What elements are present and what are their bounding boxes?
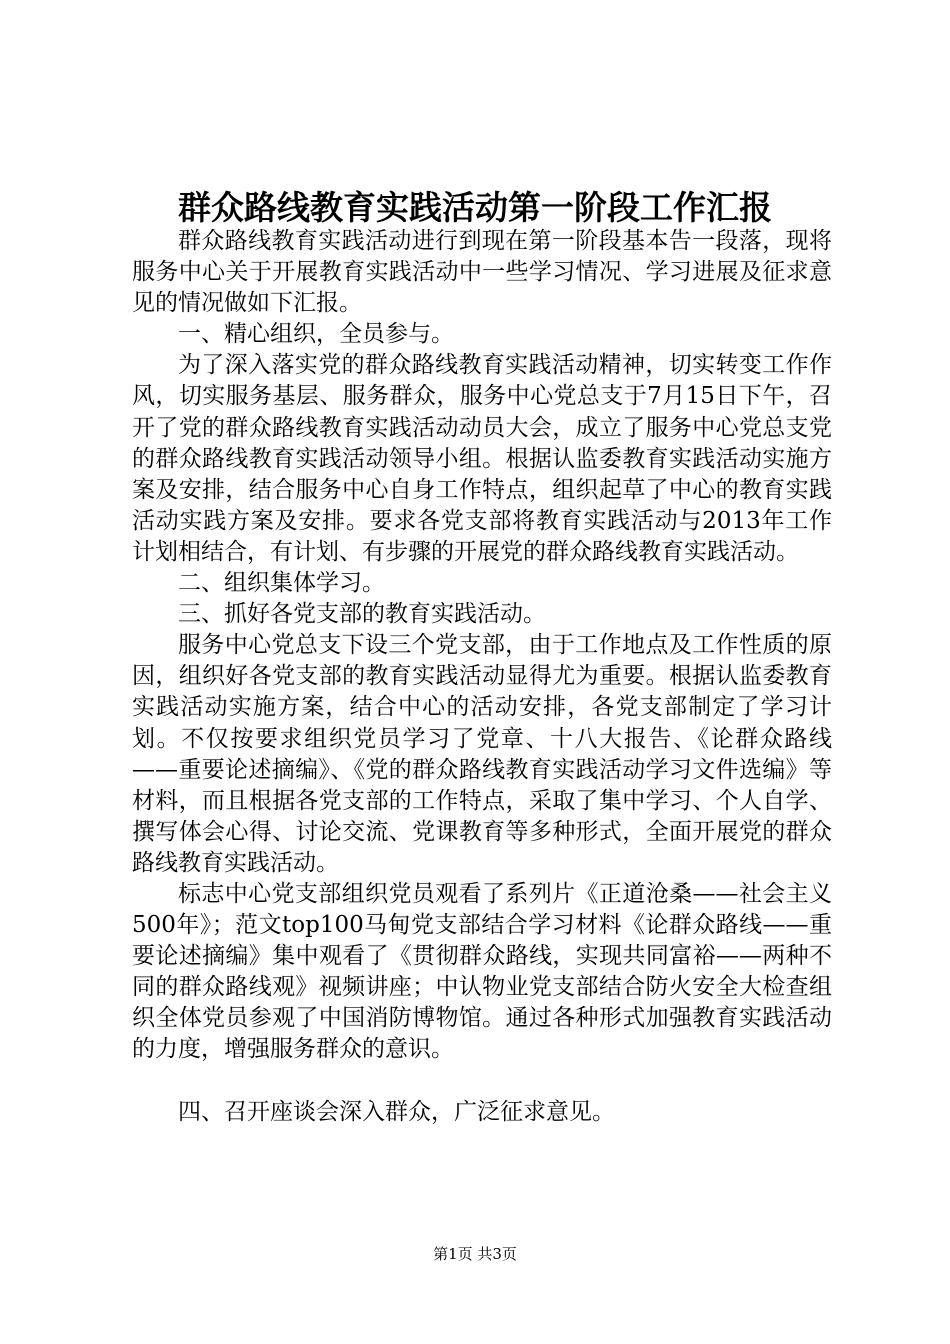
heading-section-2: 二、组织集体学习。 xyxy=(178,570,385,597)
document-title: 群众路线教育实践活动第一阶段工作汇报 xyxy=(178,188,772,227)
paragraph-intro: 群众路线教育实践活动进行到现在第一阶段基本告一段落，现将服务中心关于开展教育实践活动中一些学习情况、学习进展及征求意见的情况做如下汇报。 xyxy=(132,228,832,317)
paragraph-section-3-examples: 标志中心党支部组织党员观看了系列片《正道沧桑——社会主义500年》；范文top100马甸党支部结合学习材料《论群众路线——重要论述摘编》集中观看了《贯彻群众路线，实现共同富裕——两种不同的群众路线观》视频讲座；中认物业党支部结合防火安全大检查组织全体党员参观了中国消防博物馆。通过各种形式加强教育实践活动的力度，增强服务群众的意识。 xyxy=(132,880,832,1063)
paragraph-section-3: 服务中心党总支下设三个党支部，由于工作地点及工作性质的原因，组织好各党支部的教育实践活动显得尤为重要。根据认监委教育实践活动实施方案，结合中心的活动安排，各党支部制定了学习计划。不仅按要求组织党员学习了党章、十八大报告、《论群众路线——重要论述摘编》、《党的群众路线教育实践活动学习文件选编》等材料，而且根据各党支部的工作特点，采取了集中学习、个人自学、撰写体会心得、讨论交流、党课教育等多种形式，全面开展党的群众路线教育实践活动。 xyxy=(132,632,832,876)
heading-section-3: 三、抓好各党支部的教育实践活动。 xyxy=(178,601,546,628)
paragraph-section-1: 为了深入落实党的群众路线教育实践活动精神，切实转变工作作风，切实服务基层、服务群众，服务中心党总支于7月15日下午，召开了党的群众路线教育实践活动动员大会，成立了服务中心党总支党的群众路线教育实践活动领导小组。根据认监委教育实践活动实施方案及安排，结合服务中心自身工作特点，组织起草了中心的教育实践活动实践方案及安排。要求各党支部将教育实践活动与2013年工作计划相结合，有计划、有步骤的开展党的群众路线教育实践活动。 xyxy=(132,352,832,565)
document-body xyxy=(132,226,832,1128)
page-footer: 第1页 共3页 xyxy=(433,1245,517,1263)
heading-section-4: 四、召开座谈会深入群众，广泛征求意见。 xyxy=(178,1098,615,1125)
heading-section-1: 一、精心组织，全员参与。 xyxy=(178,321,454,348)
